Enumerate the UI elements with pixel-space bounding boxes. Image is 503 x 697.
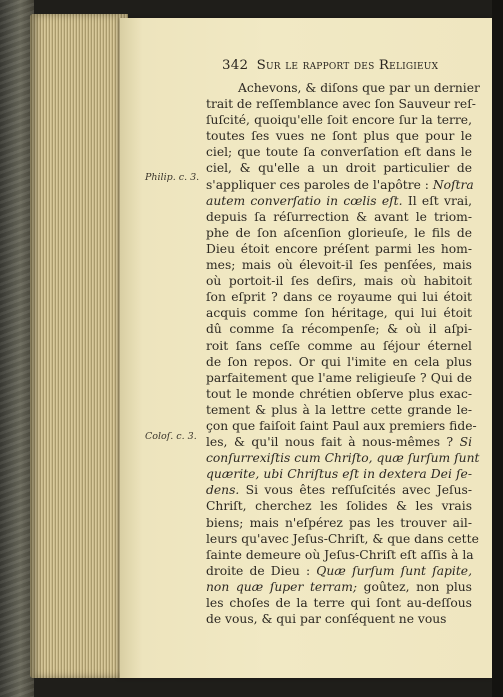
text-segment: ſon eſprit ? dans ce royaume qui lui étoit bbox=[206, 290, 472, 305]
text-segment: leurs qu'avec Jeſus-Chriſt, & que dans cette bbox=[206, 531, 479, 546]
text-line bbox=[206, 80, 480, 96]
text-line bbox=[206, 531, 479, 547]
latin-quotation: dens. bbox=[206, 483, 240, 498]
text-line bbox=[206, 466, 472, 482]
text-line bbox=[206, 482, 472, 498]
text-segment: ciel, & qu'elle a un droit particulier de bbox=[206, 161, 472, 176]
running-header bbox=[222, 58, 472, 73]
text-segment: Dieu étoit encore préſent parmi les hom- bbox=[206, 241, 472, 256]
text-line bbox=[206, 128, 472, 144]
text-segment: phe de ſon aſcenſion glorieuſe, le fils de bbox=[206, 225, 472, 240]
text-line bbox=[206, 579, 472, 595]
text-line bbox=[206, 144, 472, 160]
text-segment: biens; mais n'eſpérez pas les trouver ail- bbox=[206, 515, 472, 530]
latin-quotation: autem converſatio in cœlis eſt. bbox=[206, 193, 403, 208]
text-line bbox=[206, 338, 472, 354]
text-segment: ciel; que toute ſa converſation eſt dans le bbox=[206, 145, 472, 160]
text-segment: goûtez, non plus bbox=[357, 579, 472, 594]
page-number: 342 bbox=[222, 58, 249, 73]
text-segment: Chriſt, cherchez les ſolides & les vrais bbox=[206, 499, 472, 514]
text-segment: où portoit-il ſes deſirs, mais où habitoit bbox=[206, 274, 472, 289]
text-line bbox=[206, 225, 472, 241]
text-segment: tout le monde chrétien obſerve plus exac- bbox=[206, 386, 472, 401]
text-line bbox=[206, 450, 480, 466]
book-cover-edge bbox=[0, 0, 34, 697]
text-segment: mes; mais où élevoit-il ſes penſées, mais bbox=[206, 258, 472, 273]
text-line bbox=[206, 177, 472, 193]
text-segment: droite de Dieu : bbox=[206, 563, 317, 578]
text-line bbox=[206, 611, 472, 627]
text-segment: de ſon repos. Or qui l'imite en cela plus bbox=[206, 354, 472, 369]
body-text bbox=[206, 80, 480, 627]
latin-quotation: quærite, ubi Chriſtus eſt in dextera Dei ſe- bbox=[206, 467, 472, 482]
text-segment: toutes ſes vues ne ſont plus que pour le bbox=[206, 129, 472, 144]
margin-note-colossians: Coloſ. c. 3. bbox=[145, 431, 197, 442]
page-stack-edge bbox=[30, 14, 128, 678]
latin-quotation: Si bbox=[459, 435, 472, 450]
text-line bbox=[206, 305, 472, 321]
text-segment: depuis ſa réſurrection & avant le triom- bbox=[206, 209, 472, 224]
text-line bbox=[206, 563, 472, 579]
text-line bbox=[206, 354, 472, 370]
text-segment: çon que faiſoit ſaint Paul aux premiers fide- bbox=[206, 418, 477, 433]
text-line bbox=[206, 257, 472, 273]
text-segment: Il eſt vrai, bbox=[402, 193, 472, 208]
text-line bbox=[206, 498, 472, 514]
background-edge bbox=[492, 0, 503, 697]
text-line bbox=[206, 193, 472, 209]
text-line bbox=[206, 515, 472, 531]
latin-quotation: conſurrexiſtis cum Chriſto, quæ ſurſum ſunt bbox=[206, 451, 480, 466]
text-line bbox=[206, 241, 472, 257]
text-line bbox=[206, 321, 472, 337]
latin-quotation: non quæ ſuper terram; bbox=[206, 579, 358, 594]
latin-quotation: Quæ ſurſum ſunt ſapite, bbox=[316, 563, 472, 578]
text-line bbox=[206, 289, 472, 305]
text-line bbox=[206, 273, 472, 289]
text-segment: tement & plus à la lettre cette grande le- bbox=[206, 402, 472, 417]
text-line bbox=[206, 402, 472, 418]
text-segment: dû comme ſa récompenſe; & où il aſpi- bbox=[206, 322, 472, 337]
text-segment: les, & qu'il nous fait à nous-mêmes ? bbox=[206, 435, 460, 450]
text-line bbox=[206, 160, 472, 176]
text-segment: ſainte demeure où Jeſus-Chriſt eſt aſſis à la bbox=[206, 547, 474, 562]
text-line bbox=[206, 434, 472, 450]
text-segment: s'appliquer ces paroles de l'apôtre : bbox=[206, 177, 433, 192]
text-line bbox=[206, 386, 472, 402]
text-segment: ſuſcité, quoiqu'elle ſoit encore ſur la terre, bbox=[206, 113, 472, 128]
text-segment: roit ſans ceſſe comme au ſéjour éternel bbox=[206, 338, 472, 353]
text-line bbox=[206, 370, 472, 386]
latin-quotation: Noſtra bbox=[432, 177, 474, 192]
text-line bbox=[206, 595, 472, 611]
text-segment: Achevons, & diſons que par un dernier bbox=[238, 81, 480, 95]
text-segment: de vous, & qui par conſéquent ne vous bbox=[206, 612, 447, 627]
text-line bbox=[206, 209, 472, 225]
text-segment: trait de reſſemblance avec ſon Sauveur reſ- bbox=[206, 97, 476, 112]
margin-note-philippians: Philip. c. 3. bbox=[145, 172, 200, 183]
text-line bbox=[206, 547, 472, 563]
text-line bbox=[206, 112, 472, 128]
text-segment: les choſes de la terre qui ſont au-deſſous bbox=[206, 596, 472, 610]
text-segment: Si vous êtes reſſuſcités avec Jeſus- bbox=[239, 483, 472, 498]
text-line bbox=[206, 418, 477, 434]
text-segment: parfaitement que l'ame religieuſe ? Qui de bbox=[206, 370, 472, 385]
text-segment: acquis comme ſon héritage, qui lui étoit bbox=[206, 306, 472, 321]
running-title: Sur le rapport des Religieux bbox=[256, 58, 439, 73]
text-line bbox=[206, 96, 476, 112]
